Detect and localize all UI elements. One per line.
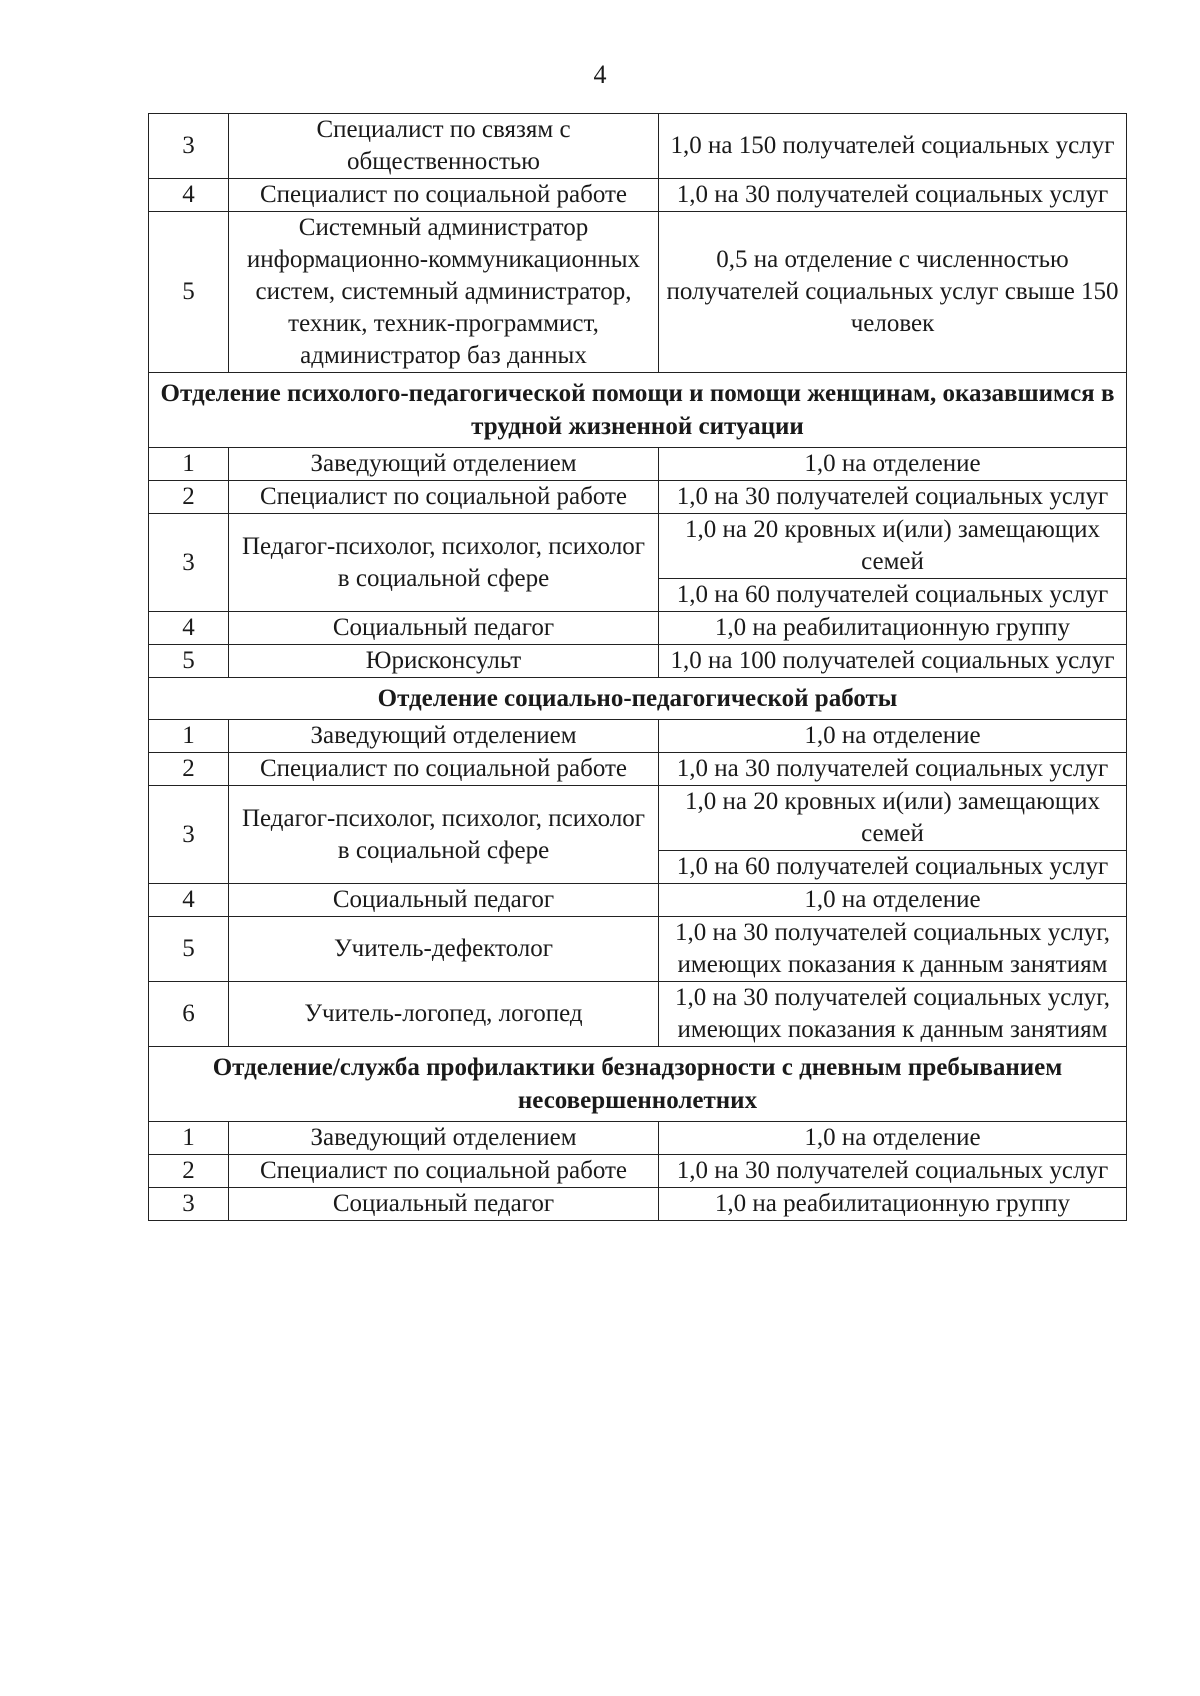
staffing-norm: 1,0 на 100 получателей социальных услуг: [659, 645, 1127, 678]
table-row: [149, 212, 1127, 373]
position-name: Специалист по социальной работе: [229, 753, 659, 786]
row-number: 3: [149, 114, 229, 179]
position-name: Социальный педагог: [229, 612, 659, 645]
row-number: 5: [149, 645, 229, 678]
position-name: Педагог-психолог, психолог, психолог в социальной сфере: [229, 786, 659, 884]
row-number: 3: [149, 514, 229, 612]
staffing-norm: 1,0 на 30 получателей социальных услуг: [659, 179, 1127, 212]
staffing-norm: 1,0 на 60 получателей социальных услуг: [659, 579, 1127, 612]
position-name: Специалист по социальной работе: [229, 179, 659, 212]
staffing-norm: 1,0 на отделение: [659, 448, 1127, 481]
table-row: [149, 1155, 1127, 1188]
staffing-norm: 1,0 на реабилитационную группу: [659, 1188, 1127, 1221]
staffing-norm: 1,0 на 60 получателей социальных услуг: [659, 851, 1127, 884]
staffing-norm: 1,0 на 30 получателей социальных услуг: [659, 1155, 1127, 1188]
section-header-row: [149, 373, 1127, 448]
position-name: Юрисконсульт: [229, 645, 659, 678]
position-name: Учитель-дефектолог: [229, 917, 659, 982]
row-number: 1: [149, 720, 229, 753]
row-number: 2: [149, 753, 229, 786]
position-name: Специалист по социальной работе: [229, 481, 659, 514]
position-name: Системный администратор информационно-коммуникационных систем, системный администратор, техник, техник-программист, администратор баз данных: [229, 212, 659, 373]
table-row: [149, 448, 1127, 481]
staffing-norm: 1,0 на отделение: [659, 884, 1127, 917]
position-name: Социальный педагог: [229, 1188, 659, 1221]
table-row: [149, 884, 1127, 917]
table-row: [149, 753, 1127, 786]
position-name: Педагог-психолог, психолог, психолог в социальной сфере: [229, 514, 659, 612]
row-number: 3: [149, 1188, 229, 1221]
staffing-norm: 1,0 на 20 кровных и(или) замещающих семей: [659, 514, 1127, 579]
table-row: [149, 1122, 1127, 1155]
position-name: Заведующий отделением: [229, 720, 659, 753]
row-number: 5: [149, 917, 229, 982]
position-name: Социальный педагог: [229, 884, 659, 917]
position-name: Специалист по социальной работе: [229, 1155, 659, 1188]
staffing-norm: 1,0 на 20 кровных и(или) замещающих семей: [659, 786, 1127, 851]
table-row: [149, 982, 1127, 1047]
section-title: Отделение/служба профилактики безнадзорности с дневным пребыванием несовершеннолетних: [149, 1047, 1127, 1122]
row-number: 1: [149, 448, 229, 481]
table-row: [149, 645, 1127, 678]
row-number: 4: [149, 612, 229, 645]
row-number: 4: [149, 179, 229, 212]
section-header-row: [149, 678, 1127, 720]
table-row: [149, 481, 1127, 514]
staffing-norm: 1,0 на 30 получателей социальных услуг, имеющих показания к данным занятиям: [659, 982, 1127, 1047]
row-number: 6: [149, 982, 229, 1047]
position-name: Заведующий отделением: [229, 448, 659, 481]
table-row: [149, 786, 1127, 851]
staffing-norm: 1,0 на 150 получателей социальных услуг: [659, 114, 1127, 179]
position-name: Учитель-логопед, логопед: [229, 982, 659, 1047]
staffing-norm: 1,0 на отделение: [659, 720, 1127, 753]
table-row: [149, 1188, 1127, 1221]
staffing-norm: 1,0 на 30 получателей социальных услуг: [659, 481, 1127, 514]
position-name: Заведующий отделением: [229, 1122, 659, 1155]
staffing-norm: 1,0 на 30 получателей социальных услуг, имеющих показания к данным занятиям: [659, 917, 1127, 982]
section-header-row: [149, 1047, 1127, 1122]
staffing-table: [148, 113, 1127, 1221]
section-title: Отделение психолого-педагогической помощи и помощи женщинам, оказавшимся в трудной жизненной ситуации: [149, 373, 1127, 448]
staffing-norm: 1,0 на реабилитационную группу: [659, 612, 1127, 645]
staffing-norm: 1,0 на 30 получателей социальных услуг: [659, 753, 1127, 786]
row-number: 4: [149, 884, 229, 917]
row-number: 1: [149, 1122, 229, 1155]
table-row: [149, 179, 1127, 212]
table-row: [149, 917, 1127, 982]
section-title: Отделение социально-педагогической работы: [149, 678, 1127, 720]
row-number: 5: [149, 212, 229, 373]
row-number: 2: [149, 1155, 229, 1188]
staffing-norm: 1,0 на отделение: [659, 1122, 1127, 1155]
row-number: 3: [149, 786, 229, 884]
table-row: [149, 612, 1127, 645]
staffing-table-body: [149, 114, 1127, 1221]
table-row: [149, 514, 1127, 579]
position-name: Специалист по связям с общественностью: [229, 114, 659, 179]
table-row: [149, 720, 1127, 753]
table-row: [149, 114, 1127, 179]
row-number: 2: [149, 481, 229, 514]
page-number: 4: [593, 60, 607, 89]
staffing-norm: 0,5 на отделение с численностью получателей социальных услуг свыше 150 человек: [659, 212, 1127, 373]
